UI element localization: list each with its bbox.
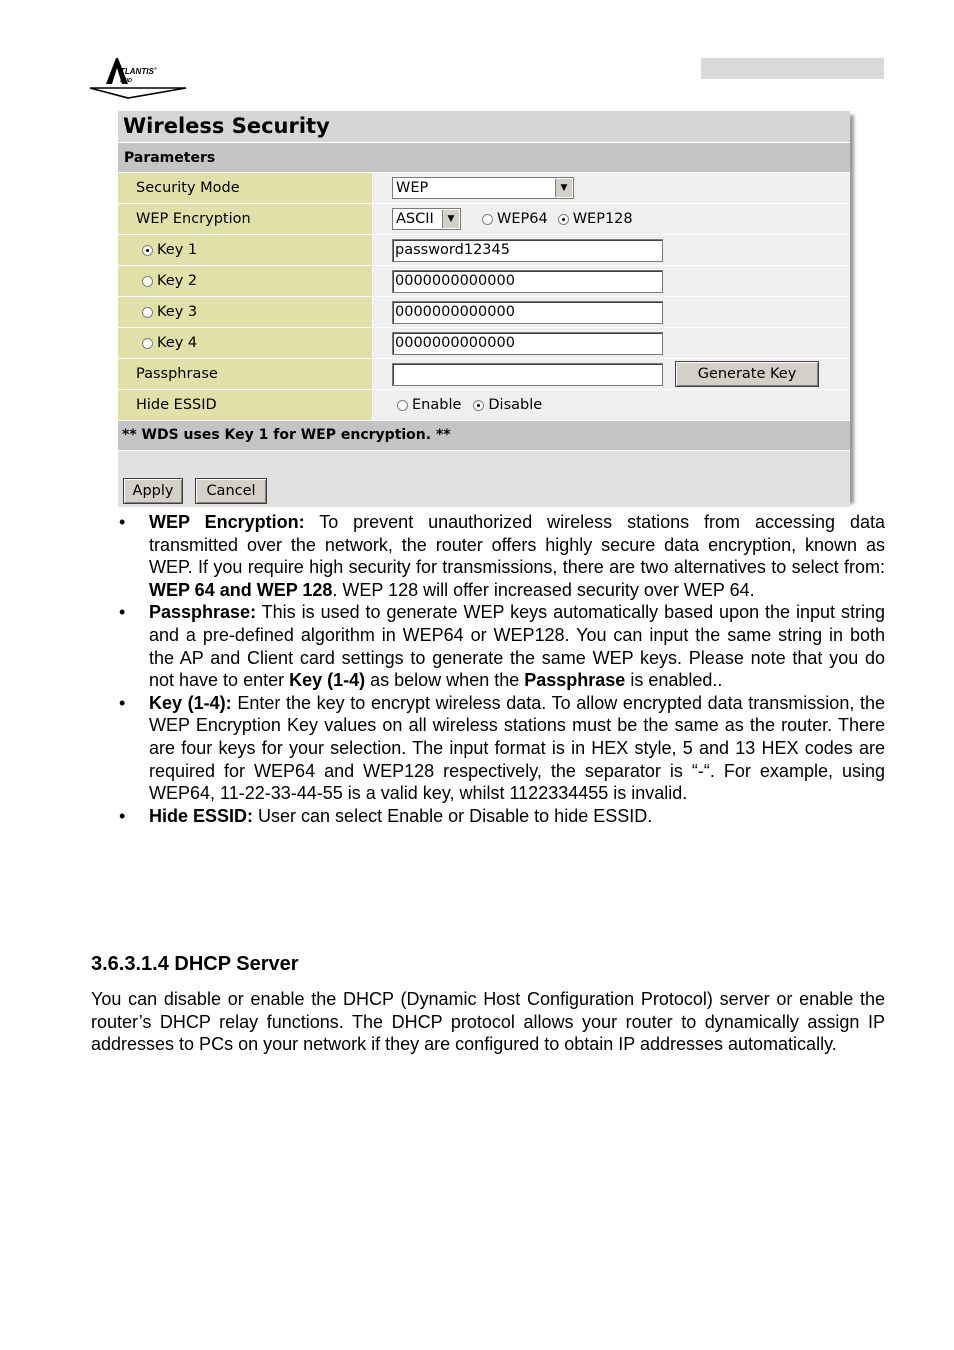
essid-disable-label: Disable: [488, 397, 543, 413]
header-bar: [701, 58, 884, 79]
key2-row: [118, 265, 850, 296]
panel-footer: [118, 450, 850, 507]
list-item: • Hide ESSID: User can select Enable or Disable to hide ESSID.: [119, 805, 653, 826]
svg-text:®: ®: [154, 66, 157, 71]
bullet-icon: •: [119, 512, 126, 532]
svg-text:AND: AND: [120, 78, 132, 84]
parameters-header: Parameters: [118, 142, 850, 172]
chevron-down-icon[interactable]: ▼: [555, 179, 572, 197]
passphrase-label: Passphrase: [118, 359, 373, 389]
essid-enable-radio[interactable]: [397, 400, 408, 411]
bullet-icon: •: [119, 602, 126, 623]
apply-button[interactable]: Apply: [123, 478, 183, 504]
generate-key-button[interactable]: Generate Key: [675, 361, 819, 387]
cancel-button[interactable]: Cancel: [195, 478, 267, 504]
key3-label: Key 3: [157, 304, 198, 320]
passphrase-input[interactable]: [392, 363, 663, 386]
list-item: • Passphrase: This is used to generate WEP keys automatically based upon the input string and a pre-defined algorithm in WEP64 or WEP128. You can input the same string in both the AP and Client card settings to generate the same WEP keys. Please note that you do not have to enter Key (1-4) as below when the Passphrase is enabled..: [119, 602, 885, 691]
key-format-select[interactable]: [392, 208, 461, 230]
key4-input[interactable]: 0000000000000: [392, 332, 663, 355]
hide-essid-row: [118, 389, 850, 420]
bullet-icon: •: [119, 805, 126, 826]
hide-essid-label: Hide ESSID: [118, 390, 373, 420]
wep64-label: WEP64: [497, 211, 548, 227]
wep-encryption-row: [118, 203, 850, 234]
section-paragraph: You can disable or enable the DHCP (Dynamic Host Configuration Protocol) server or enable the router’s DHCP relay functions. The DHCP protocol allows your router to dynamically assign IP addresses to PCs on your network if they are configured to obtain IP addresses automatically.: [91, 989, 885, 1055]
key2-label: Key 2: [157, 273, 198, 289]
key4-row: [118, 327, 850, 358]
svg-text:TLANTIS: TLANTIS: [120, 67, 154, 76]
chevron-down-icon[interactable]: ▼: [442, 210, 459, 228]
list-item: • WEP Encryption: To prevent unauthorized wireless stations from accessing data transmitted over the network, the router offers highly secure data encryption, known as WEP. If you require high security for transmissions, there are two alternatives to select from: WEP 64 and WEP 128. WEP 128 will offer increased security over WEP 64.: [119, 512, 885, 600]
list-item: • Key (1-4): Enter the key to encrypt wireless data. To allow encrypted data transmission, the WEP Encryption Key values on all wireless stations must be the same as the router. There are four keys for your selection. The input format is in HEX style, 5 and 13 HEX codes are required for WEP64 and WEP128 respectively, the separator is “-“. For example, using WEP64, 11-22-33-44-55 is a valid key, whilst 1122334455 is invalid.: [119, 692, 885, 804]
section-heading: 3.6.3.1.4 DHCP Server: [91, 953, 299, 975]
security-mode-select[interactable]: [392, 177, 574, 199]
key2-input[interactable]: 0000000000000: [392, 270, 663, 293]
key1-row: [118, 234, 850, 265]
passphrase-row: [118, 358, 850, 389]
key1-label: Key 1: [157, 242, 198, 258]
key-format-value: ASCII: [396, 211, 434, 227]
security-mode-row: [118, 172, 850, 203]
wep128-radio[interactable]: [558, 214, 569, 225]
key3-radio[interactable]: [142, 307, 153, 318]
wep-encryption-label: WEP Encryption: [118, 204, 373, 234]
security-mode-value: WEP: [396, 180, 429, 196]
key4-radio[interactable]: [142, 338, 153, 349]
key4-label: Key 4: [157, 335, 198, 351]
key1-radio[interactable]: [142, 245, 153, 256]
key2-radio[interactable]: [142, 276, 153, 287]
wds-note: ** WDS uses Key 1 for WEP encryption. **: [118, 420, 850, 450]
atlantis-logo: [88, 54, 188, 100]
bullet-icon: •: [119, 692, 126, 713]
essid-enable-label: Enable: [412, 397, 462, 413]
essid-disable-radio[interactable]: [473, 400, 484, 411]
key3-row: [118, 296, 850, 327]
wireless-security-panel: [118, 111, 850, 500]
key3-input[interactable]: 0000000000000: [392, 301, 663, 324]
panel-title: Wireless Security: [118, 111, 850, 142]
wep64-radio[interactable]: [482, 214, 493, 225]
wep128-label: WEP128: [572, 211, 633, 227]
security-mode-label: Security Mode: [118, 173, 373, 203]
feature-list: [118, 511, 885, 827]
key1-input[interactable]: password12345: [392, 239, 663, 262]
